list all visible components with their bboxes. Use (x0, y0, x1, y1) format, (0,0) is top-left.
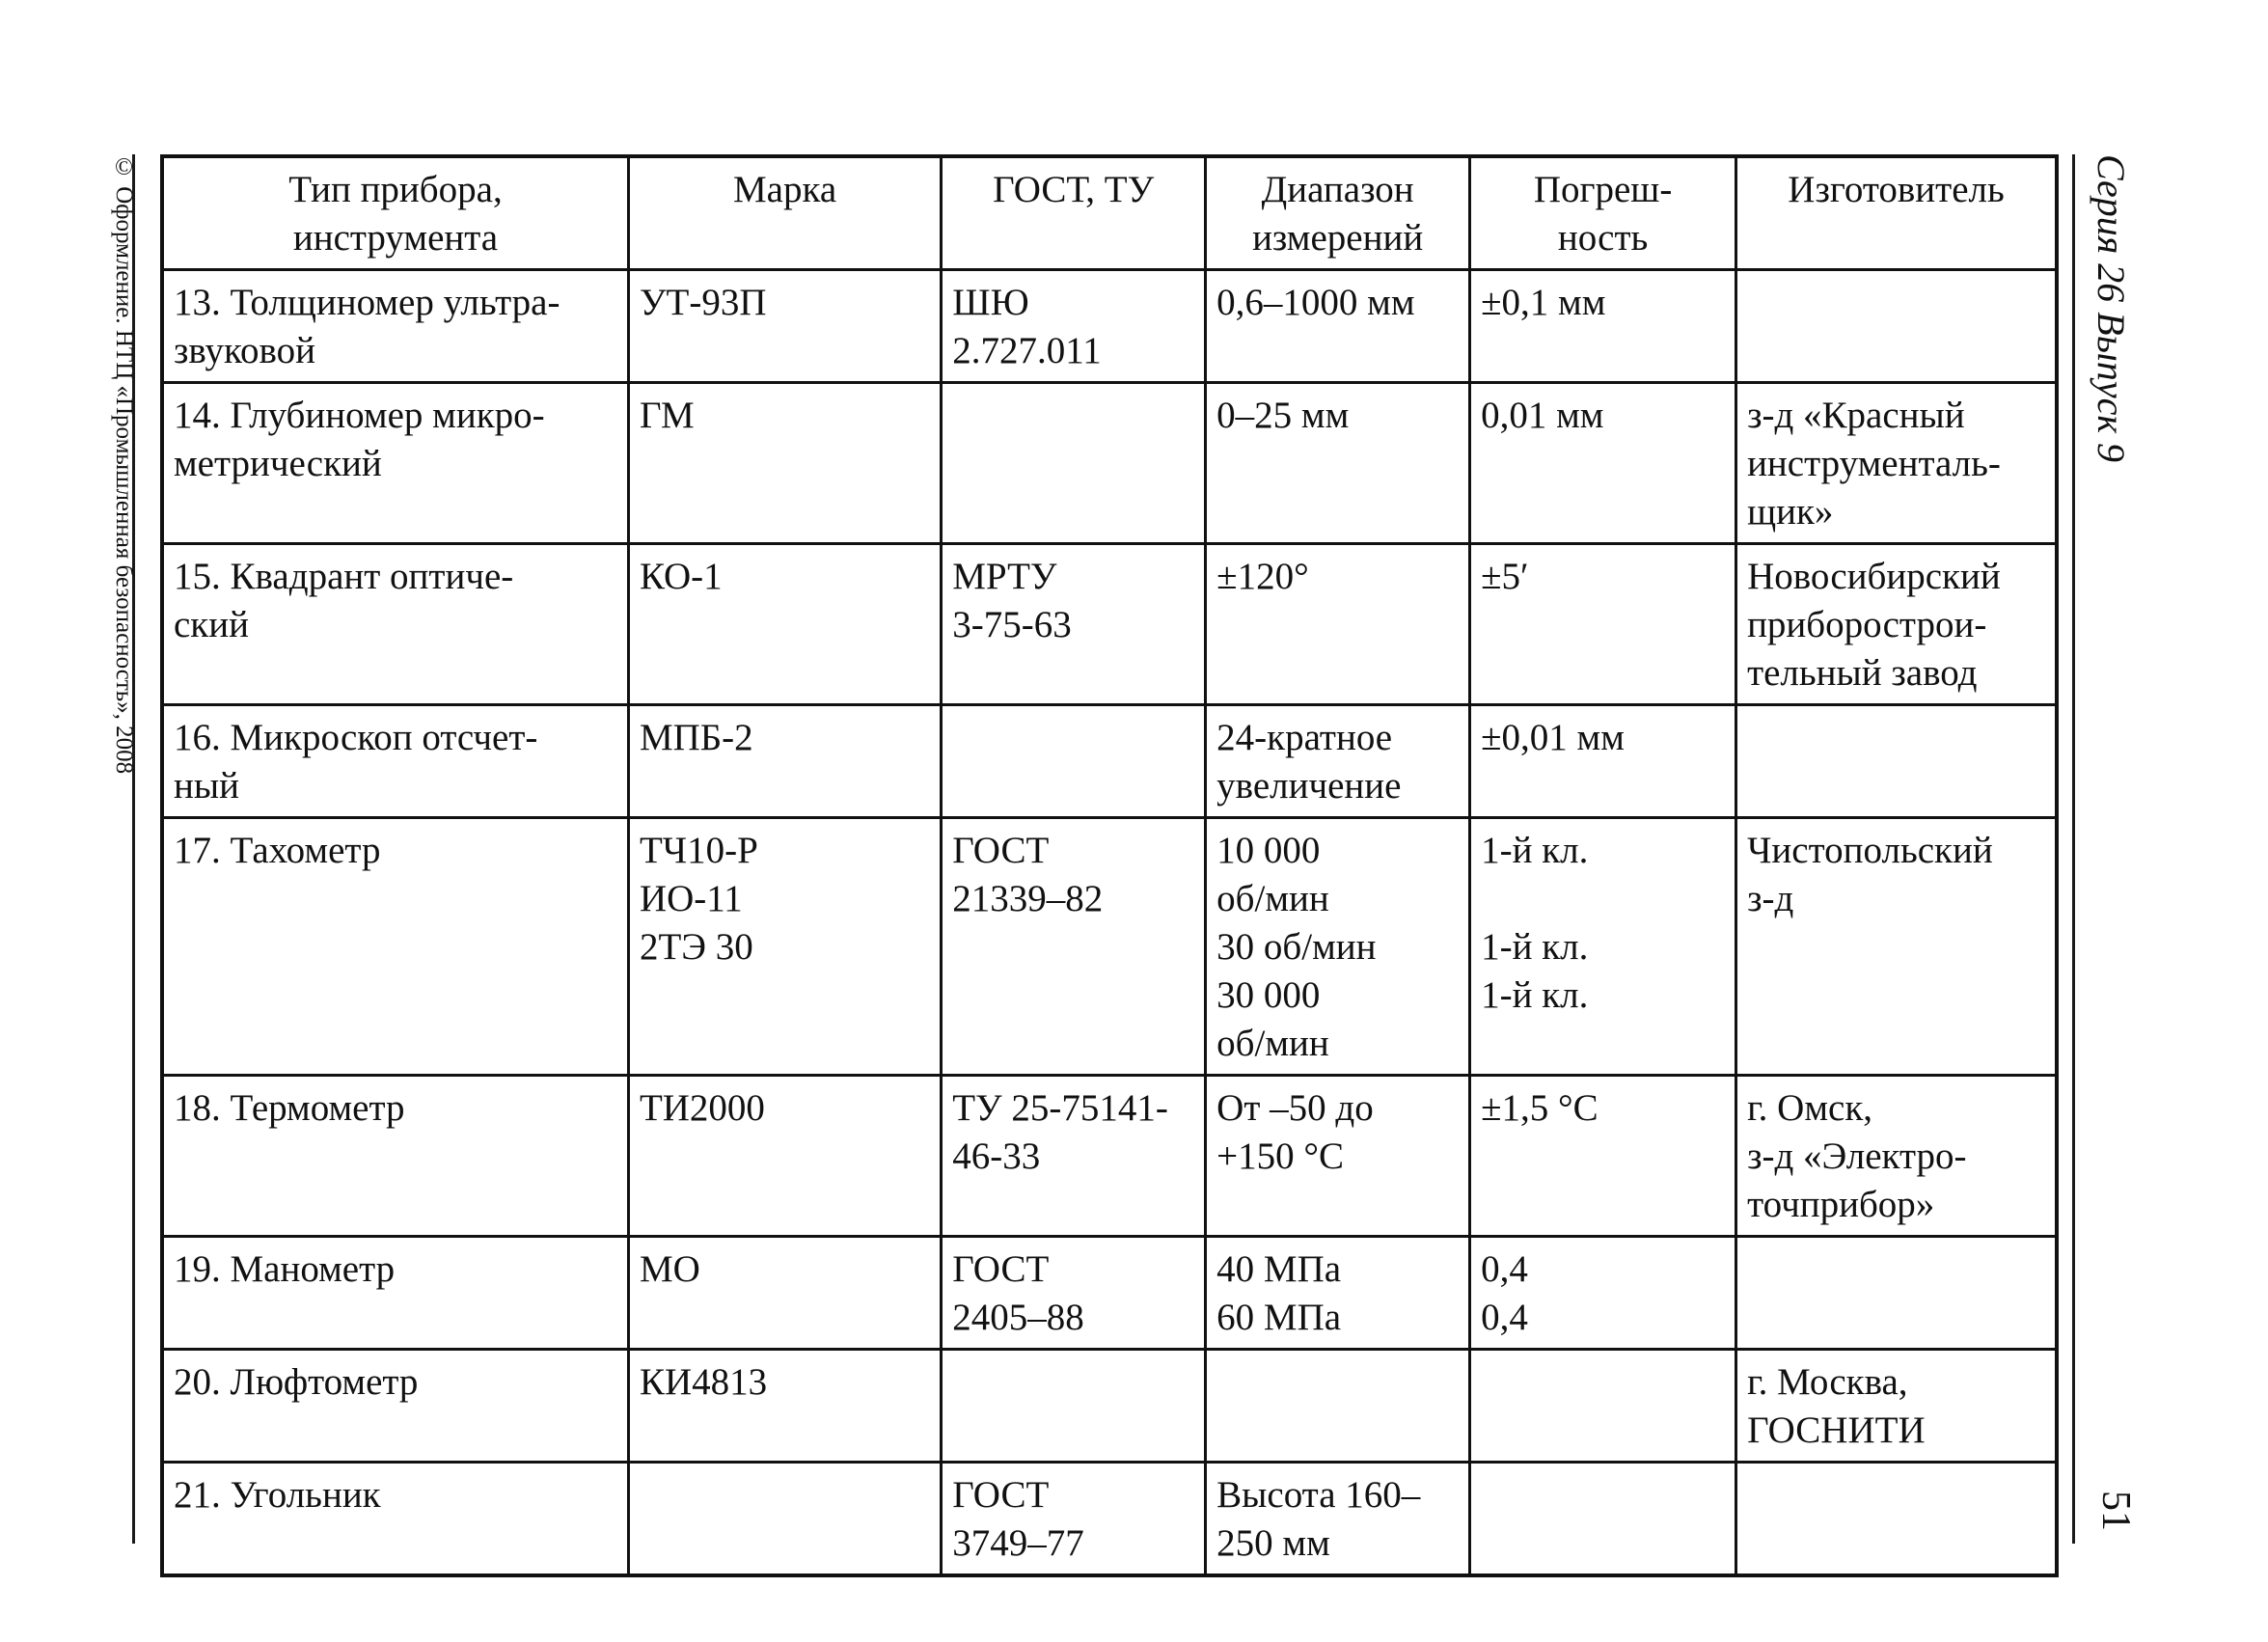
header-error: Погреш- ность (1470, 156, 1736, 270)
cell-error: ±0,01 мм (1470, 705, 1736, 818)
cell-mark: ТЧ10-Р ИО-11 2ТЭ 30 (628, 818, 941, 1076)
cell-maker: Чистопольский з-д (1736, 818, 2057, 1076)
table-row (162, 1463, 2057, 1576)
table-row (162, 383, 2057, 544)
cell-gost: ГОСТ 21339–82 (942, 818, 1206, 1076)
cell-error (1470, 1463, 1736, 1576)
cell-error: ±0,1 мм (1470, 270, 1736, 383)
header-maker: Изготовитель (1736, 156, 2057, 270)
cell-maker (1736, 1237, 2057, 1350)
table-row (162, 705, 2057, 818)
cell-range: ±120° (1206, 544, 1470, 705)
cell-error: ±1,5 °С (1470, 1076, 1736, 1237)
cell-type: 17. Тахометр (162, 818, 628, 1076)
cell-gost: МРТУ 3-75-63 (942, 544, 1206, 705)
cell-gost: ГОСТ 3749–77 (942, 1463, 1206, 1576)
cell-gost: ШЮ 2.727.011 (942, 270, 1206, 383)
cell-gost: ГОСТ 2405–88 (942, 1237, 1206, 1350)
table-row (162, 1076, 2057, 1237)
cell-maker: з-д «Красный инструменталь- щик» (1736, 383, 2057, 544)
cell-mark: УТ-93П (628, 270, 941, 383)
cell-maker (1736, 1463, 2057, 1576)
cell-error: 0,4 0,4 (1470, 1237, 1736, 1350)
cell-type: 14. Глубиномер микро- метрический (162, 383, 628, 544)
cell-maker: г. Москва, ГОСНИТИ (1736, 1350, 2057, 1463)
cell-range (1206, 1350, 1470, 1463)
cell-type: 15. Квадрант оптиче- ский (162, 544, 628, 705)
header-mark: Марка (628, 156, 941, 270)
cell-maker (1736, 705, 2057, 818)
cell-mark: КО-1 (628, 544, 941, 705)
cell-type: 13. Толщиномер ультра- звуковой (162, 270, 628, 383)
copyright-caption: © Оформление. НТЦ «Промышленная безопасность», 2008 (111, 154, 137, 775)
table-row (162, 270, 2057, 383)
table-row (162, 818, 2057, 1076)
cell-mark (628, 1463, 941, 1576)
cell-error (1470, 1350, 1736, 1463)
table-row (162, 1237, 2057, 1350)
header-gost: ГОСТ, ТУ (942, 156, 1206, 270)
cell-maker (1736, 270, 2057, 383)
cell-gost (942, 383, 1206, 544)
cell-maker: Новосибирский приборострои- тельный завод (1736, 544, 2057, 705)
page-number: 51 (2093, 1491, 2138, 1531)
cell-type: 16. Микроскоп отсчет- ный (162, 705, 628, 818)
cell-range: 0–25 мм (1206, 383, 1470, 544)
cell-error: 1-й кл. 1-й кл. 1-й кл. (1470, 818, 1736, 1076)
table-row (162, 1350, 2057, 1463)
cell-mark: МПБ-2 (628, 705, 941, 818)
cell-range: 24-кратное увеличение (1206, 705, 1470, 818)
right-margin-rule (2072, 154, 2075, 1544)
cell-error: 0,01 мм (1470, 383, 1736, 544)
series-label: Серия 26 Выпуск 9 (2090, 154, 2133, 463)
cell-gost: ТУ 25-75141- 46-33 (942, 1076, 1206, 1237)
table-row (162, 544, 2057, 705)
cell-mark: ГМ (628, 383, 941, 544)
table-header-row (162, 156, 2057, 270)
cell-range: От –50 до +150 °С (1206, 1076, 1470, 1237)
cell-range: 40 МПа 60 МПа (1206, 1237, 1470, 1350)
cell-gost (942, 705, 1206, 818)
instruments-table (160, 154, 2059, 1577)
cell-mark: ТИ2000 (628, 1076, 941, 1237)
cell-maker: г. Омск, з-д «Электро- точприбор» (1736, 1076, 2057, 1237)
cell-gost (942, 1350, 1206, 1463)
cell-type: 19. Манометр (162, 1237, 628, 1350)
header-type: Тип прибора, инструмента (162, 156, 628, 270)
cell-error: ±5′ (1470, 544, 1736, 705)
cell-mark: МО (628, 1237, 941, 1350)
cell-mark: КИ4813 (628, 1350, 941, 1463)
cell-type: 21. Угольник (162, 1463, 628, 1576)
cell-range: 0,6–1000 мм (1206, 270, 1470, 383)
cell-range: Высота 160– 250 мм (1206, 1463, 1470, 1576)
header-range: Диапазон измерений (1206, 156, 1470, 270)
cell-type: 18. Термометр (162, 1076, 628, 1237)
cell-type: 20. Люфтометр (162, 1350, 628, 1463)
cell-range: 10 000 об/мин 30 об/мин 30 000 об/мин (1206, 818, 1470, 1076)
